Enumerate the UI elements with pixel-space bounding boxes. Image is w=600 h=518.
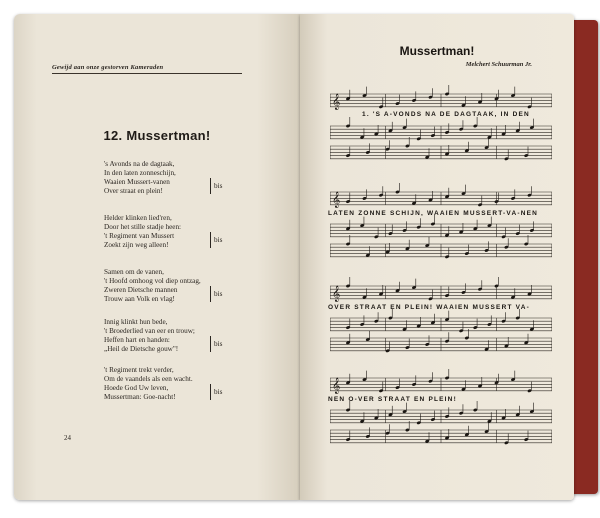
lyric-line-4: NEN O-VER STRAAT EN PLEIN! bbox=[328, 396, 457, 403]
dedication-line: Gewijd aan onze gestorven Kameraden bbox=[52, 64, 242, 74]
stanza-line: 't Hoofd omhoog vol diep ontzag, bbox=[104, 277, 201, 285]
page-number: 24 bbox=[64, 434, 71, 442]
repeat-mark: bis bbox=[210, 232, 222, 248]
stanza-line: 's Avonds na de dagtaak, bbox=[104, 160, 175, 168]
stanza-line: Innig klinkt hun bede, bbox=[104, 318, 168, 326]
lyric-line-3: OVER STRAAT EN PLEIN! WAAIEN MUSSERT VA- bbox=[328, 304, 530, 311]
stanza-line: 't Regiment van Mussert bbox=[104, 232, 175, 240]
stanza-4 bbox=[104, 318, 195, 354]
stanza-1 bbox=[104, 160, 176, 196]
treble-clef-icon: 𝄞 bbox=[332, 94, 341, 110]
stanza-line: Hoede God Uw leven, bbox=[104, 384, 169, 392]
stanza-line: Samen om de vanen, bbox=[104, 268, 164, 276]
stanza-line: Over straat en plein! bbox=[104, 187, 163, 195]
stanza-line: In den laten zonneschijn, bbox=[104, 169, 176, 177]
stanza-line: Trouw aan Volk en vlag! bbox=[104, 295, 175, 303]
stanza-3 bbox=[104, 268, 201, 304]
left-page bbox=[14, 14, 300, 500]
sheet-music-title: Mussertman! bbox=[399, 44, 475, 58]
treble-clef-icon: 𝄞 bbox=[332, 192, 341, 208]
lyric-line-2: LATEN ZONNE SCHIJN, WAAIEN MUSSERT-VA-NEN bbox=[328, 210, 539, 217]
stanza-line: Heffen hart en handen: bbox=[104, 336, 170, 344]
stanza-2 bbox=[104, 214, 181, 250]
stanza-line: 't Broederlied van eer en trouw; bbox=[104, 327, 195, 335]
repeat-mark: bis bbox=[210, 384, 222, 400]
treble-clef-icon: 𝄞 bbox=[332, 286, 341, 302]
song-title: 12. Mussertman! bbox=[103, 128, 211, 143]
stanza-line: Door het stille stadje heen: bbox=[104, 223, 182, 231]
stanza-5 bbox=[104, 366, 193, 402]
stanza-line: 't Regiment trekt verder, bbox=[104, 366, 174, 374]
stanza-line: Waaien Mussert-vanen bbox=[104, 178, 170, 186]
lyric-line-1: 1. 'S A-VONDS NA DE DAGTAAK, IN DEN bbox=[362, 111, 530, 118]
repeat-mark: bis bbox=[210, 286, 222, 302]
open-book bbox=[8, 14, 592, 504]
stanza-line: Om de vaandels als een wacht. bbox=[104, 375, 193, 383]
composer-credit: Melchert Schuurman Jr. bbox=[465, 61, 532, 68]
stanza-line: „Heil de Dietsche gouw"! bbox=[104, 345, 179, 353]
right-page bbox=[300, 14, 574, 500]
stanza-line: Zoekt zijn weg alleen! bbox=[104, 241, 169, 249]
treble-clef-icon: 𝄞 bbox=[332, 378, 341, 394]
repeat-mark: bis bbox=[210, 178, 222, 194]
stanza-line: Helder klinken lied'ren, bbox=[104, 214, 172, 222]
repeat-mark: bis bbox=[210, 336, 222, 352]
stanza-line: Zweren Dietsche mannen bbox=[104, 286, 178, 294]
music-score bbox=[330, 72, 552, 468]
stanza-line: Mussertman: Goe-nacht! bbox=[104, 393, 176, 401]
